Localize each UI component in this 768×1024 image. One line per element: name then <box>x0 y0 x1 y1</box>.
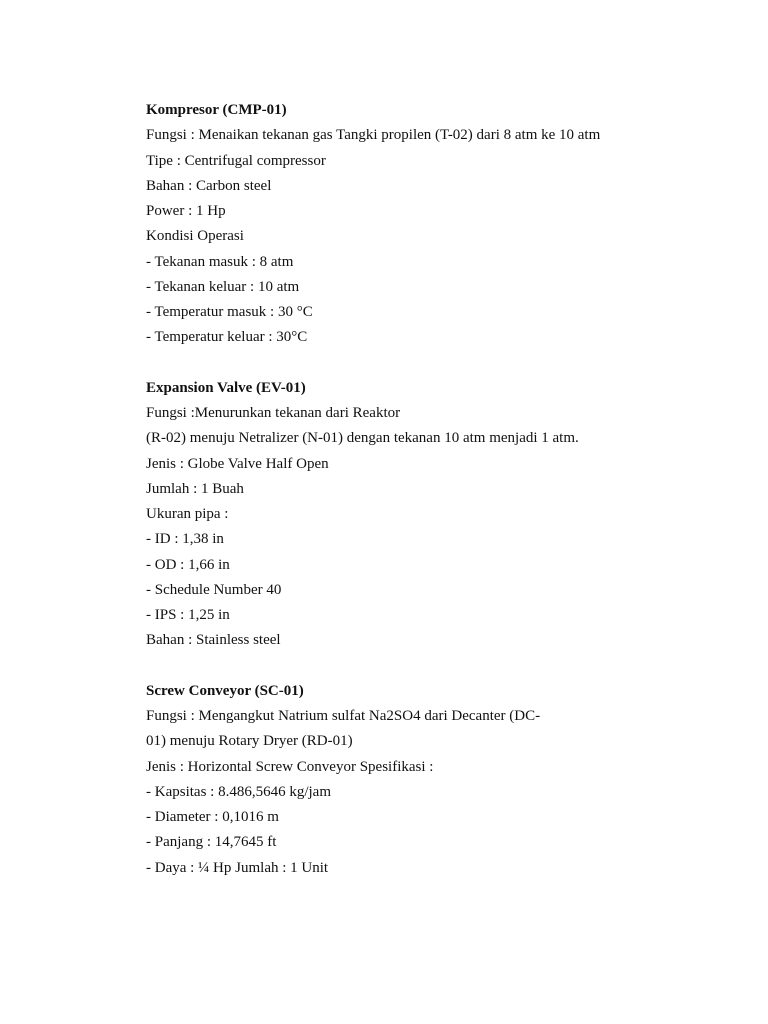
text-line: Jenis : Horizontal Screw Conveyor Spesifikasi : <box>146 758 434 775</box>
section-gap <box>146 351 706 376</box>
text-line: - Temperatur masuk : 30 °C <box>146 304 313 320</box>
text-line: - Tekanan keluar : 10 atm <box>146 278 300 295</box>
text-line: Power : 1 Hp <box>146 203 226 219</box>
section-title-screw-conveyor: Screw Conveyor (SC-01) <box>146 682 304 699</box>
text-line: - Daya : ¼ Hp Jumlah : 1 Unit <box>146 859 329 876</box>
text-line: (R-02) menuju Netralizer (N-01) dengan tekanan 10 atm menjadi 1 atm. <box>146 430 579 447</box>
section-title-kompresor: Kompresor (CMP-01) <box>146 102 287 118</box>
text-line: Kondisi Operasi <box>146 228 244 245</box>
text-line: Bahan : Stainless steel <box>146 632 281 649</box>
document-content <box>146 98 706 881</box>
text-line: - Temperatur keluar : 30°C <box>146 329 308 346</box>
text-line: Fungsi :Menurunkan tekanan dari Reaktor <box>146 405 401 421</box>
text-line: - OD : 1,66 in <box>146 556 230 573</box>
section-title-expansion-valve: Expansion Valve (EV-01) <box>146 379 306 396</box>
text-line: - Schedule Number 40 <box>146 581 282 598</box>
text-line: - Diameter : 0,1016 m <box>146 809 279 825</box>
text-line: Jumlah : 1 Buah <box>146 480 244 497</box>
section-gap <box>146 654 706 679</box>
text-line: - ID : 1,38 in <box>146 531 224 548</box>
text-line: Ukuran pipa : <box>146 506 229 522</box>
text-line: Fungsi : Mengangkut Natrium sulfat Na2SO4 dari Decanter (DC- <box>146 708 541 724</box>
text-line: - IPS : 1,25 in <box>146 607 230 623</box>
text-line: - Kapsitas : 8.486,5646 kg/jam <box>146 783 331 800</box>
text-line: Jenis : Globe Valve Half Open <box>146 455 329 472</box>
text-line: Bahan : Carbon steel <box>146 177 272 194</box>
text-line: - Panjang : 14,7645 ft <box>146 834 277 851</box>
text-line: Tipe : Centrifugal compressor <box>146 152 326 169</box>
text-line: - Tekanan masuk : 8 atm <box>146 253 294 270</box>
text-line: Fungsi : Menaikan tekanan gas Tangki propilen (T-02) dari 8 atm ke 10 atm <box>146 127 601 144</box>
text-line: 01) menuju Rotary Dryer (RD-01) <box>146 733 353 750</box>
